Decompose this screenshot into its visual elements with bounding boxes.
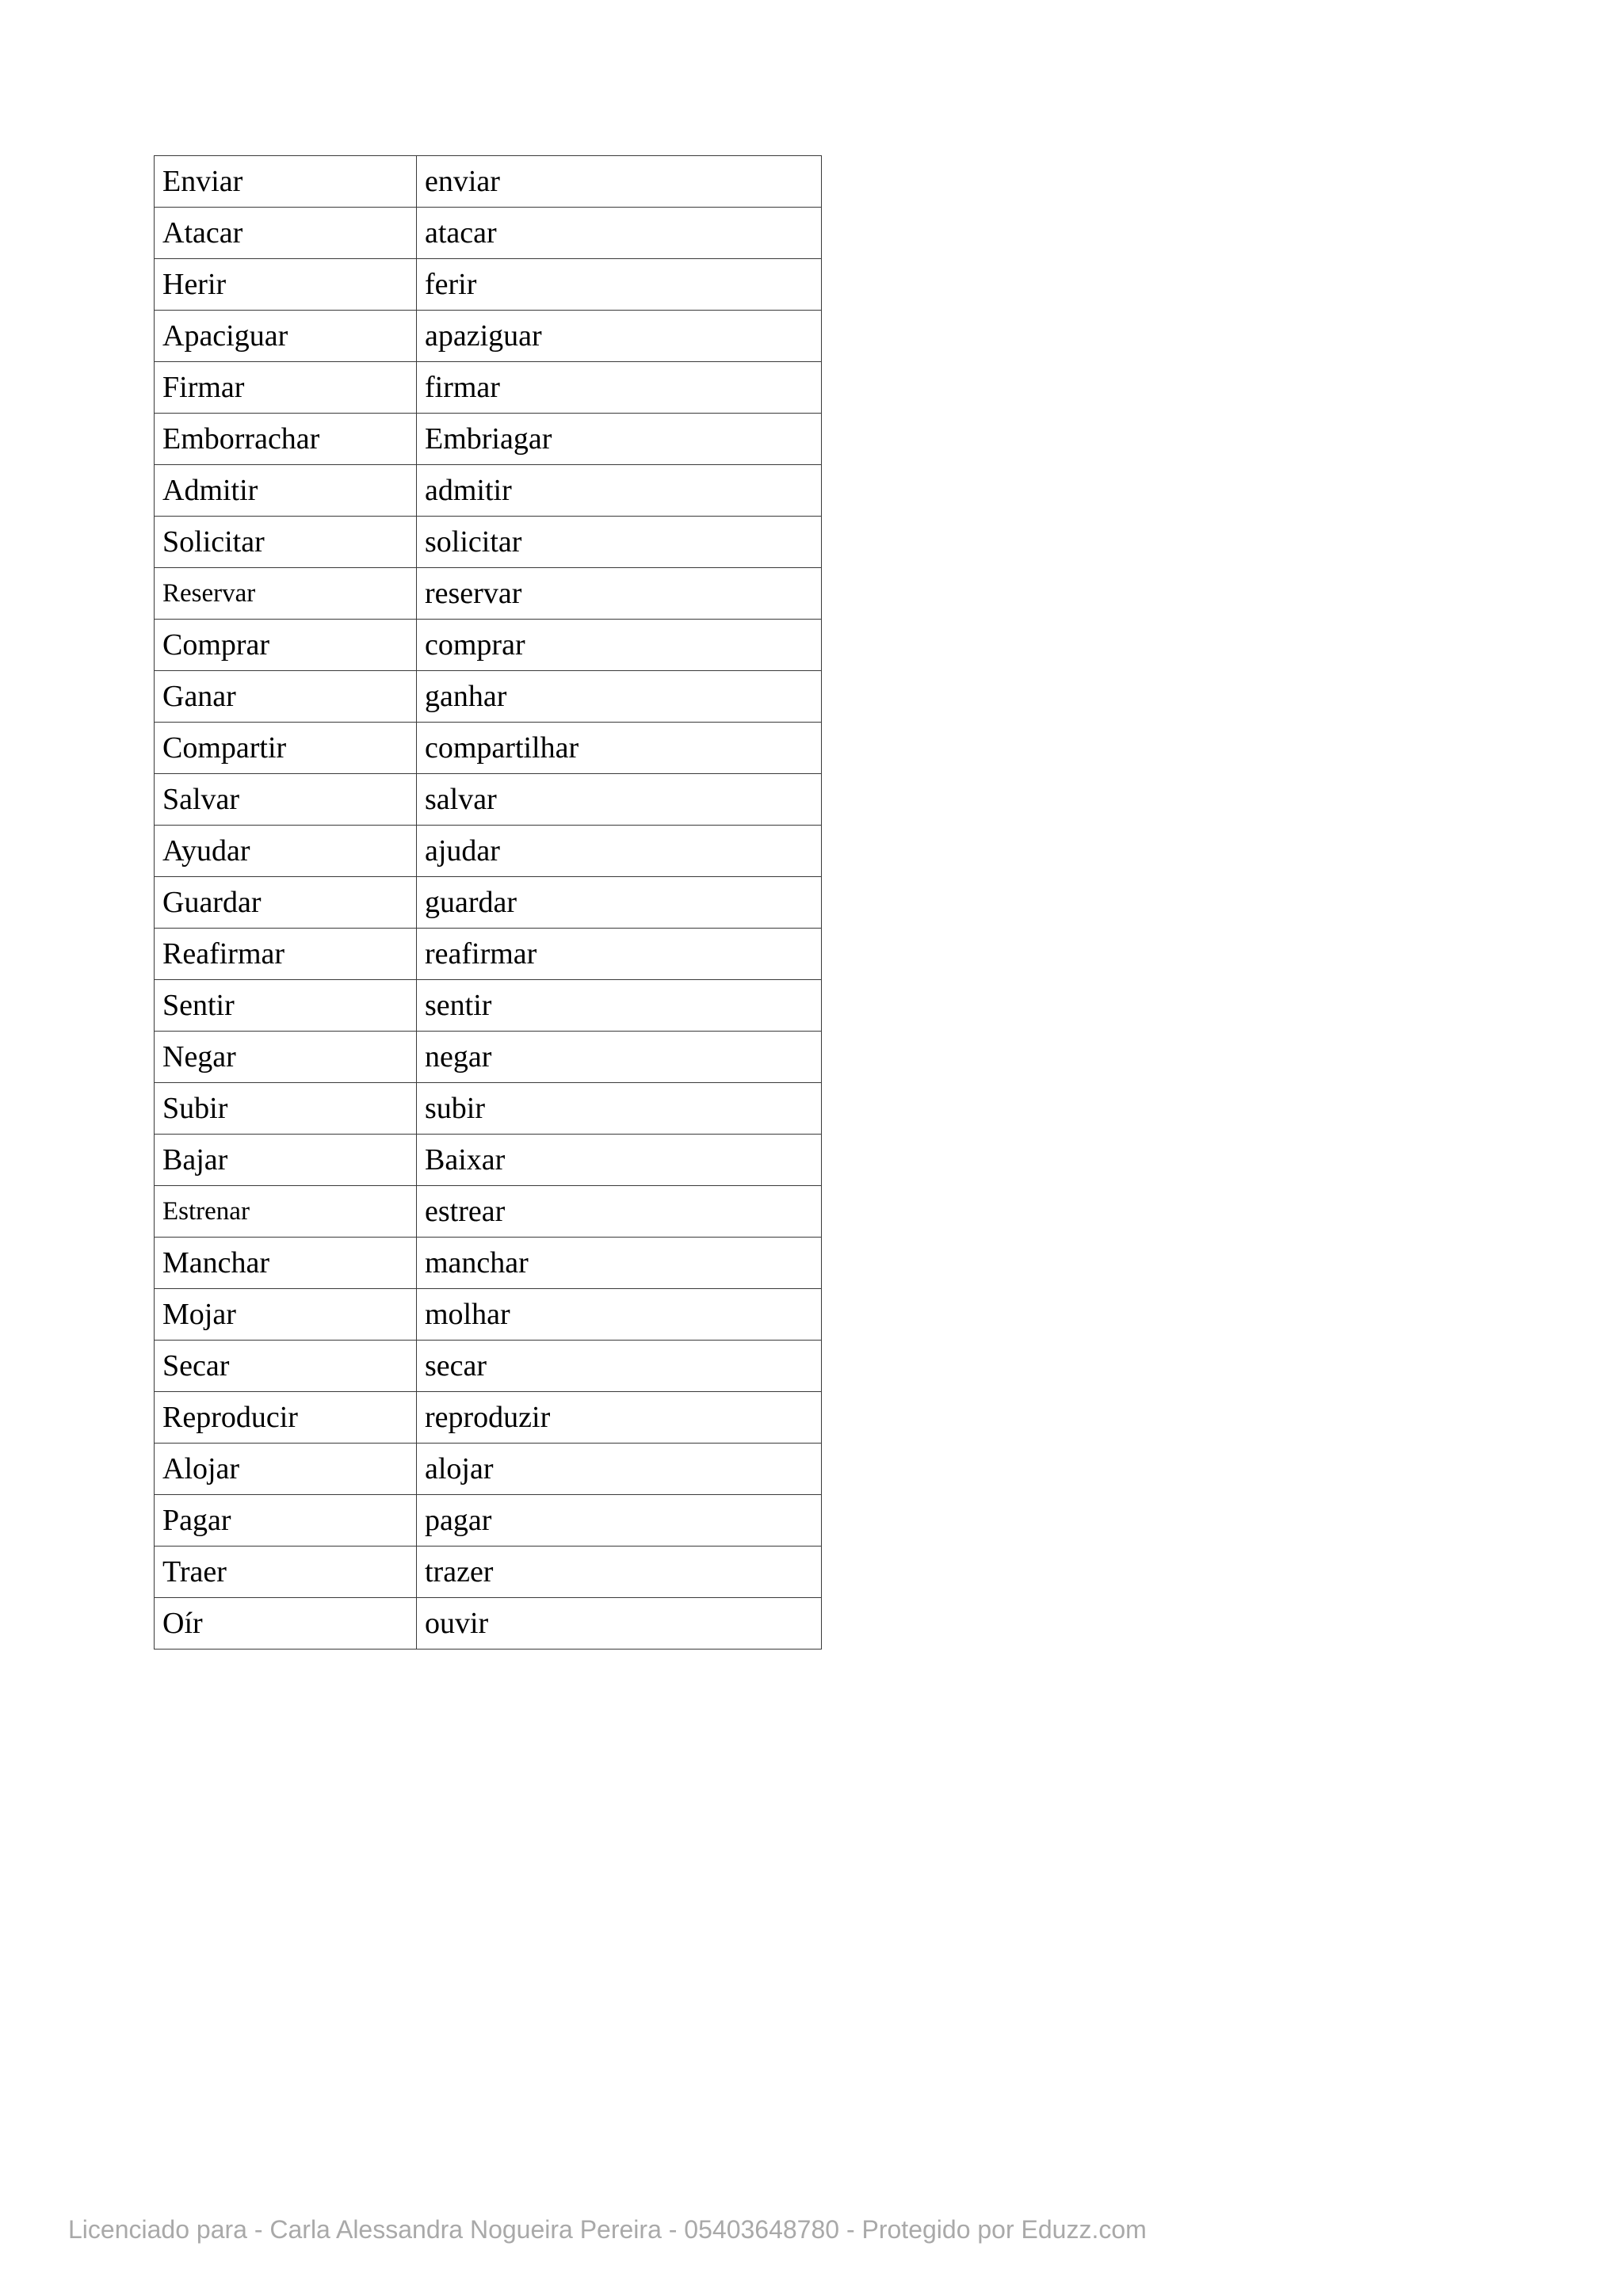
spanish-word-cell: Apaciguar	[155, 311, 417, 362]
spanish-word-cell: Oír	[155, 1598, 417, 1650]
portuguese-word-cell: negar	[417, 1032, 822, 1083]
portuguese-word-cell: atacar	[417, 208, 822, 259]
table-row	[155, 1083, 822, 1135]
spanish-word-cell: Mojar	[155, 1289, 417, 1341]
spanish-word-cell: Solicitar	[155, 517, 417, 568]
spanish-word-cell: Admitir	[155, 465, 417, 517]
spanish-word-cell: Salvar	[155, 774, 417, 826]
spanish-word-cell: Sentir	[155, 980, 417, 1032]
portuguese-word-cell: ajudar	[417, 826, 822, 877]
table-row	[155, 517, 822, 568]
license-footer: Licenciado para - Carla Alessandra Nogueira Pereira - 05403648780 - Protegido por Eduzz.com	[68, 2215, 1147, 2244]
table-row	[155, 1032, 822, 1083]
portuguese-word-cell: trazer	[417, 1547, 822, 1598]
portuguese-word-cell: alojar	[417, 1444, 822, 1495]
spanish-word-cell: Enviar	[155, 156, 417, 208]
portuguese-word-cell: reservar	[417, 568, 822, 620]
portuguese-word-cell: manchar	[417, 1238, 822, 1289]
table-row	[155, 568, 822, 620]
table-row	[155, 671, 822, 723]
portuguese-word-cell: estrear	[417, 1186, 822, 1238]
portuguese-word-cell: enviar	[417, 156, 822, 208]
portuguese-word-cell: Embriagar	[417, 414, 822, 465]
table-row	[155, 1135, 822, 1186]
table-row	[155, 1341, 822, 1392]
table-row	[155, 1495, 822, 1547]
portuguese-word-cell: sentir	[417, 980, 822, 1032]
spanish-word-cell: Emborrachar	[155, 414, 417, 465]
spanish-word-cell: Guardar	[155, 877, 417, 929]
spanish-word-cell: Compartir	[155, 723, 417, 774]
portuguese-word-cell: ouvir	[417, 1598, 822, 1650]
vocabulary-table-body	[155, 156, 822, 1650]
portuguese-word-cell: solicitar	[417, 517, 822, 568]
spanish-word-cell: Reafirmar	[155, 929, 417, 980]
portuguese-word-cell: firmar	[417, 362, 822, 414]
table-row	[155, 414, 822, 465]
table-row	[155, 877, 822, 929]
spanish-word-cell: Manchar	[155, 1238, 417, 1289]
portuguese-word-cell: ganhar	[417, 671, 822, 723]
spanish-word-cell: Herir	[155, 259, 417, 311]
spanish-word-cell: Reproducir	[155, 1392, 417, 1444]
table-row	[155, 1598, 822, 1650]
spanish-word-cell: Bajar	[155, 1135, 417, 1186]
table-row	[155, 1392, 822, 1444]
table-row	[155, 1444, 822, 1495]
portuguese-word-cell: compartilhar	[417, 723, 822, 774]
table-row	[155, 929, 822, 980]
table-row	[155, 1547, 822, 1598]
portuguese-word-cell: molhar	[417, 1289, 822, 1341]
spanish-word-cell: Secar	[155, 1341, 417, 1392]
spanish-word-cell: Firmar	[155, 362, 417, 414]
portuguese-word-cell: apaziguar	[417, 311, 822, 362]
table-row	[155, 1186, 822, 1238]
portuguese-word-cell: ferir	[417, 259, 822, 311]
spanish-word-cell: Comprar	[155, 620, 417, 671]
portuguese-word-cell: subir	[417, 1083, 822, 1135]
table-row	[155, 259, 822, 311]
portuguese-word-cell: guardar	[417, 877, 822, 929]
table-row	[155, 774, 822, 826]
spanish-word-cell: Atacar	[155, 208, 417, 259]
portuguese-word-cell: Baixar	[417, 1135, 822, 1186]
vocabulary-table	[154, 155, 822, 1650]
table-row	[155, 723, 822, 774]
spanish-word-cell: Pagar	[155, 1495, 417, 1547]
spanish-word-cell: Subir	[155, 1083, 417, 1135]
spanish-word-cell: Estrenar	[155, 1186, 417, 1238]
portuguese-word-cell: reafirmar	[417, 929, 822, 980]
table-row	[155, 208, 822, 259]
table-row	[155, 620, 822, 671]
table-row	[155, 311, 822, 362]
table-row	[155, 980, 822, 1032]
table-row	[155, 1289, 822, 1341]
spanish-word-cell: Traer	[155, 1547, 417, 1598]
table-row	[155, 362, 822, 414]
table-row	[155, 465, 822, 517]
portuguese-word-cell: salvar	[417, 774, 822, 826]
portuguese-word-cell: admitir	[417, 465, 822, 517]
portuguese-word-cell: reproduzir	[417, 1392, 822, 1444]
portuguese-word-cell: pagar	[417, 1495, 822, 1547]
table-row	[155, 1238, 822, 1289]
spanish-word-cell: Ganar	[155, 671, 417, 723]
portuguese-word-cell: comprar	[417, 620, 822, 671]
table-row	[155, 156, 822, 208]
spanish-word-cell: Reservar	[155, 568, 417, 620]
spanish-word-cell: Alojar	[155, 1444, 417, 1495]
spanish-word-cell: Ayudar	[155, 826, 417, 877]
portuguese-word-cell: secar	[417, 1341, 822, 1392]
table-row	[155, 826, 822, 877]
spanish-word-cell: Negar	[155, 1032, 417, 1083]
